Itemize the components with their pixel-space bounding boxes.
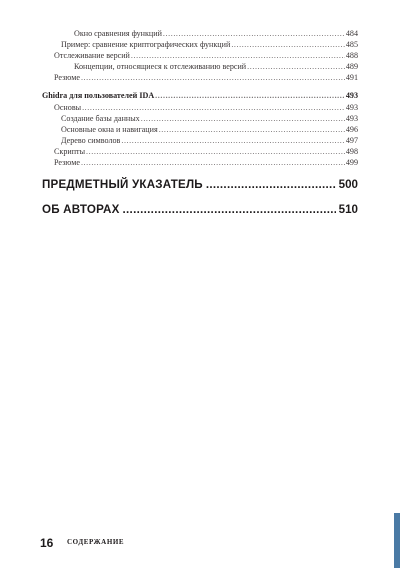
toc-entry-label: Дерево символов (61, 136, 121, 145)
toc-entry-page: 497 (345, 136, 358, 145)
toc-part-label (42, 90, 154, 101)
toc-entry[interactable] (61, 135, 358, 146)
toc-part-entry[interactable] (42, 90, 358, 101)
dot-leader (231, 39, 345, 50)
toc-chapter-entry[interactable] (42, 202, 358, 218)
dot-leader (131, 50, 345, 61)
toc-chapter-page: 510 (338, 203, 358, 216)
toc-entry-label: Резюме (54, 73, 80, 82)
dot-leader (81, 157, 345, 168)
footer-section-label: СОДЕРЖАНИЕ (67, 538, 125, 546)
toc-entry-page: 493 (345, 91, 358, 100)
toc-entry-label: Окно сравнения функций (74, 29, 162, 38)
toc-entry-label: Концепции, относящиеся к отслеживанию версий (74, 62, 247, 71)
toc-part-title: для пользователей IDA (67, 91, 155, 100)
toc-chapter-label: ПРЕДМЕТНЫЙ УКАЗАТЕЛЬ (42, 178, 203, 191)
toc-entry[interactable] (74, 28, 358, 39)
dot-leader (163, 28, 345, 39)
toc-entry[interactable] (74, 61, 358, 72)
toc-entry[interactable] (54, 102, 358, 113)
toc-chapter-label: ОБ АВТОРАХ (42, 203, 120, 216)
toc-entry-label: Отслеживание версий (54, 51, 130, 60)
toc-entry-label: Основные окна и навигация (61, 125, 158, 134)
toc-part-brand: Ghidra (42, 91, 68, 100)
toc-entry[interactable] (61, 39, 358, 50)
dot-leader (159, 124, 345, 135)
toc-entry[interactable] (54, 157, 358, 168)
toc-entry-label: Скрипты (54, 147, 86, 156)
toc-entry-page: 498 (345, 147, 358, 156)
toc-entry[interactable] (54, 146, 358, 157)
toc-entry-page: 488 (345, 51, 358, 60)
toc-entry-page: 484 (345, 29, 358, 38)
toc-entry-label: Пример: сравнение криптографических функций (61, 40, 231, 49)
dot-leader (123, 202, 336, 218)
side-color-bar (394, 513, 400, 568)
toc-entry-label: Основы (54, 103, 82, 112)
toc-chapter-page: 500 (338, 178, 358, 191)
toc-entry[interactable] (61, 113, 358, 124)
toc-entry-page: 485 (345, 40, 358, 49)
dot-leader (141, 113, 345, 124)
dot-leader (121, 135, 345, 146)
toc-entry-page: 499 (345, 158, 358, 167)
toc-chapter-entry[interactable] (42, 177, 358, 193)
toc-entry-page: 493 (345, 103, 358, 112)
dot-leader (155, 90, 345, 101)
toc-entry-page: 493 (345, 114, 358, 123)
dot-leader (86, 146, 345, 157)
toc-entry[interactable] (61, 124, 358, 135)
toc-entry-label: Резюме (54, 158, 80, 167)
toc-entry-page: 491 (345, 73, 358, 82)
toc-entry-page: 489 (345, 62, 358, 71)
toc-entry-label: Создание базы данных (61, 114, 140, 123)
toc-entry[interactable] (54, 50, 358, 61)
dot-leader (81, 72, 345, 83)
toc-entry[interactable] (54, 72, 358, 83)
dot-leader (247, 61, 345, 72)
footer-page-number: 16 (40, 536, 54, 550)
toc-entry-page: 496 (345, 125, 358, 134)
dot-leader (206, 177, 336, 193)
dot-leader (82, 102, 345, 113)
